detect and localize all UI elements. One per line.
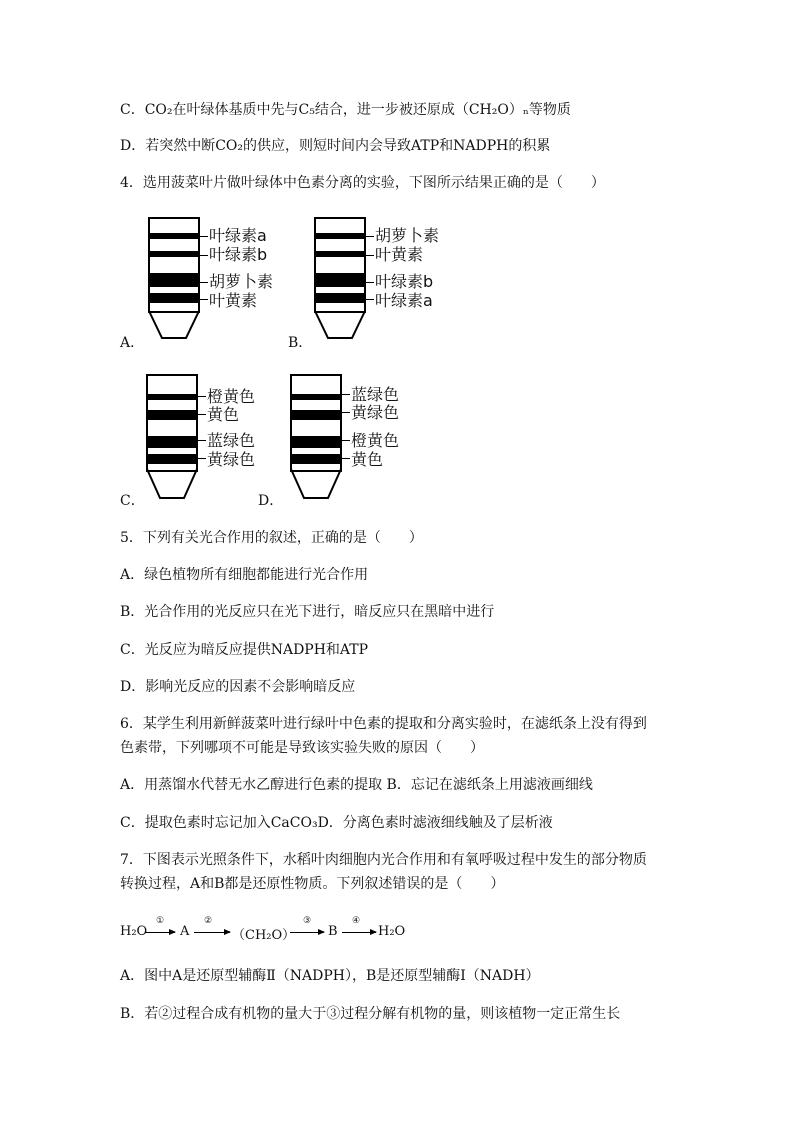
q6-options-cd: C．提取色素时忘记加入CaCO₃D．分离色素时滤液细线触及了层析液 (120, 815, 553, 831)
q5-option-c: C．光反应为暗反应提供NADPH和ATP (120, 642, 369, 658)
band-label: 叶绿素b (209, 245, 268, 264)
q6-options-ab: A．用蒸馏水代替无水乙醇进行色素的提取 B．忘记在滤纸条上用滤液画细线 (120, 777, 593, 793)
strip-tip-a (148, 310, 200, 340)
q7-option-a: A．图中A是还原型辅酶Ⅱ（NADPH），B是还原型辅酶Ⅰ（NADH） (120, 968, 540, 984)
band-label: 叶绿素a (375, 291, 433, 310)
q6-stem-line2: 色素带，下列哪项不可能是导致该实验失败的原因（ ） (120, 740, 484, 756)
band-label: 黄色 (351, 450, 384, 469)
band-label: 黄色 (207, 405, 240, 424)
q7-option-b: B．若②过程合成有机物的量大于③过程分解有机物的量，则该植物一定正常生长 (120, 1006, 621, 1022)
eq-a: A (180, 924, 190, 939)
eq-arrow-2 (194, 932, 230, 933)
q3-option-c: C．CO₂在叶绿体基质中先与C₅结合，进一步被还原成（CH₂O）ₙ等物质 (120, 102, 571, 118)
q3-option-d: D．若突然中断CO₂的供应，则短时间内会导致ATP和NADPH的积累 (120, 138, 551, 154)
band-label: 黄绿色 (207, 450, 256, 469)
eq-step-2: ② (204, 916, 213, 926)
strip-tip-b (314, 310, 366, 340)
band-label: 橙黄色 (351, 431, 400, 450)
band-label: 橙黄色 (207, 387, 256, 406)
band-label: 胡萝卜素 (209, 272, 274, 291)
band-label: 叶绿素a (209, 226, 267, 245)
option-letter-c: C． (120, 493, 145, 509)
q5-option-a: A．绿色植物所有细胞都能进行光合作用 (120, 567, 369, 583)
eq-b: B (328, 924, 338, 939)
q4-stem: 4．选用菠菜叶片做叶绿体中色素分离的实验，下图所示结果正确的是（ ） (120, 175, 605, 191)
eq-ch2o: （CH₂O） (232, 928, 296, 943)
eq-step-1: ① (156, 916, 165, 926)
option-letter-a: A． (120, 335, 145, 351)
strip-tip-c (146, 468, 198, 500)
strip-tip-d (290, 468, 342, 500)
eq-arrow-1 (145, 932, 175, 933)
band-label: 胡萝卜素 (375, 226, 440, 245)
eq-h2o-right: H₂O (378, 924, 406, 939)
option-letter-b: B． (288, 335, 313, 351)
q7-stem-line1: 7．下图表示光照条件下，水稻叶肉细胞内光合作用和有氧呼吸过程中发生的部分物质 (120, 852, 647, 868)
eq-arrow-3 (290, 932, 324, 933)
eq-step-4: ④ (352, 916, 361, 926)
band-label: 黄绿色 (351, 403, 400, 422)
option-letter-d: D． (258, 493, 284, 509)
paper-strip-b (314, 217, 366, 313)
eq-arrow-4 (342, 932, 376, 933)
q5-stem: 5．下列有关光合作用的叙述，正确的是（ ） (120, 530, 423, 546)
paper-strip-d (290, 374, 342, 472)
q5-option-d: D．影响光反应的因素不会影响暗反应 (120, 679, 356, 695)
q5-option-b: B．光合作用的光反应只在光下进行，暗反应只在黑暗中进行 (120, 604, 495, 620)
paper-strip-a (148, 217, 200, 313)
band-label: 叶黄素 (209, 291, 258, 310)
band-label: 叶绿素b (375, 272, 434, 291)
eq-step-3: ③ (303, 916, 312, 926)
q6-stem-line1: 6．某学生利用新鲜菠菜叶进行绿叶中色素的提取和分离实验时，在滤纸条上没有得到 (120, 716, 647, 732)
band-label: 叶黄素 (375, 245, 424, 264)
band-label: 蓝绿色 (207, 431, 256, 450)
paper-strip-c (146, 374, 198, 472)
band-label: 蓝绿色 (351, 385, 400, 404)
eq-h2o-left: H₂O (120, 924, 148, 939)
q7-stem-line2: 转换过程，A和B都是还原性物质。下列叙述错误的是（ ） (120, 876, 505, 892)
